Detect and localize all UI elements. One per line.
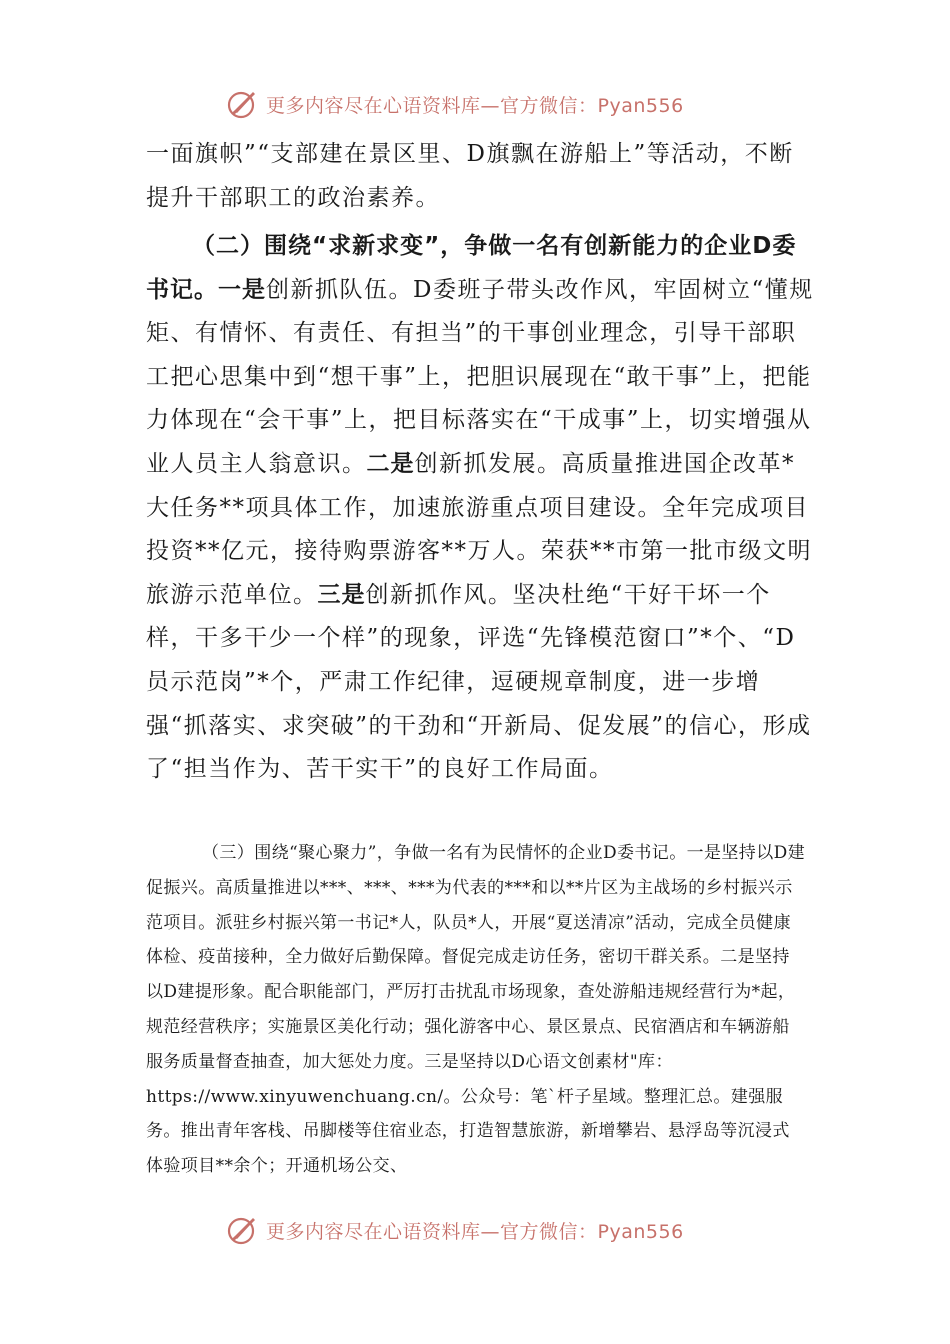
watermark-text: 更多内容尽在心语资料库—官方微信：Pyan556 [266, 1220, 684, 1243]
section2-paragraph [146, 225, 816, 792]
header-watermark [226, 84, 726, 124]
section2-text2: 创新抓发展。高质量推进国企改革*大任务**项具体工作，加速旅游重点项目建设。全年完成项目投资**亿元，接待购票游客**万人。荣获**市第一批市级文明旅游示范单位。 [146, 450, 812, 608]
brush-logo-icon [226, 87, 260, 121]
footer-watermark [226, 1210, 726, 1250]
section2-text3: 创新抓作风。坚决杜绝“干好干坏一个样，干多干少一个样”的现象，评选“先锋模范窗口”*个、“D员示范岗”*个，严肃工作纪律，逗硬规章制度，进一步增强“抓落实、求突破”的干劲和“开新局、促发展”的信心，形成了“担当作为、苦干实干”的良好工作局面。 [146, 581, 812, 783]
brush-logo-icon [226, 1213, 260, 1247]
section2-lead1: 一是 [218, 276, 266, 303]
watermark-text: 更多内容尽在心语资料库—官方微信：Pyan556 [266, 94, 684, 117]
section1-tail [146, 133, 816, 220]
section1-tail-paragraph: 一面旗帜”“支部建在景区里、D旗飘在游船上”等活动，不断提升干部职工的政治素养。 [146, 141, 794, 211]
section3 [146, 836, 806, 1184]
section2 [146, 225, 816, 792]
section2-lead3: 三是 [317, 581, 366, 608]
section2-heading: （二）围绕“求新求变”，争做一名有创新能力的企业D委书记。 [146, 233, 797, 303]
section3-paragraph: （三）围绕“聚心聚力”，争做一名有为民情怀的企业D委书记。一是坚持以D建促振兴。高质量推进以***、***、***为代表的***和以**片区为主战场的乡村振兴示范项目。派驻乡村振兴第一书记*人，队员*人，开展“夏送清凉”活动，完成全员健康体检、疫苗接种，全力做好后勤保障。督促完成走访任务，密切干群关系。二是坚持以D建提形象。配合职能部门，严厉打击扰乱市场现象，查处游船违规经营行为*起，规范经营秩序；实施景区美化行动；强化游客中心、景区景点、民宿酒店和车辆游船服务质量督查抽查，加大惩处力度。三是坚持以D心语文创素材"库：https://www.xinyuwenchuang.cn/。公众号：笔`杆子星域。整理汇总。建强服务。推出青年客栈、吊脚楼等住宿业态，打造智慧旅游，新增攀岩、悬浮岛等沉浸式体验项目**余个；开通机场公交、 [146, 843, 806, 1177]
section2-lead2: 二是 [366, 450, 415, 477]
section2-text1: 创新抓队伍。D委班子带头改作风，牢固树立“懂规矩、有情怀、有责任、有担当”的干事创业理念，引导干部职工把心思集中到“想干事”上，把胆识展现在“敢干事”上，把能力体现在“会干事”上，把目标落实在“干成事”上，切实增强从业人员主人翁意识。 [146, 276, 814, 477]
